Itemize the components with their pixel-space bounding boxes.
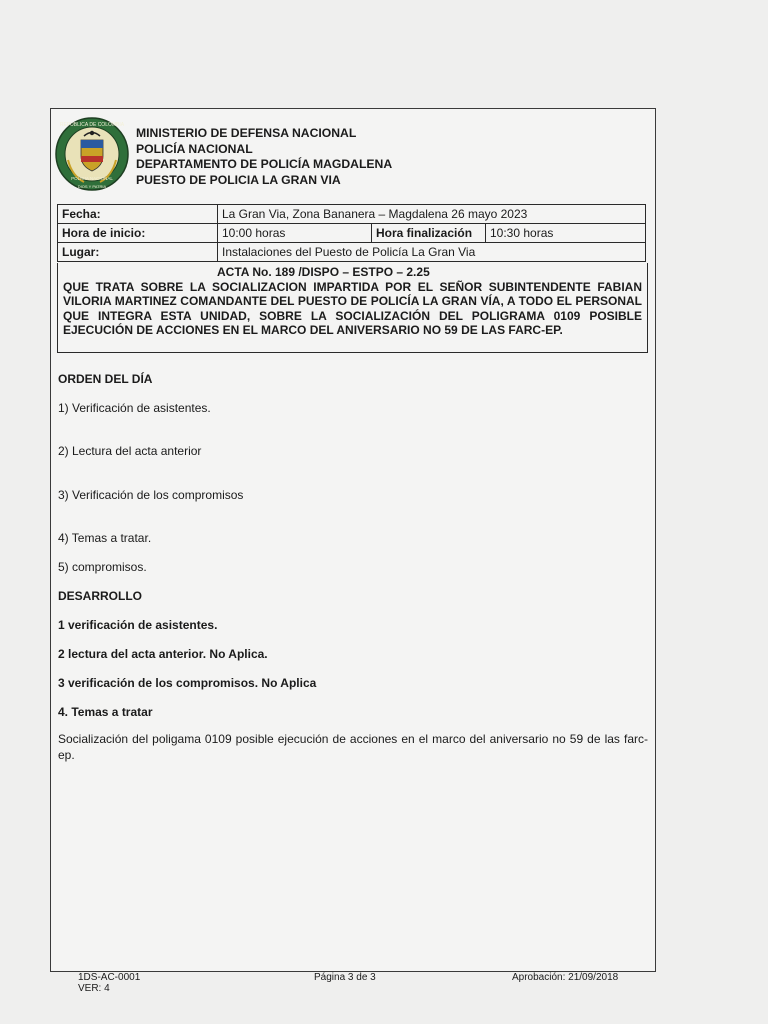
hora-inicio-label: Hora de inicio: [58, 224, 218, 243]
lugar-row [58, 243, 646, 262]
lugar-label: Lugar: [58, 243, 218, 262]
header-line-department: DEPARTAMENTO DE POLICÍA MAGDALENA [136, 157, 393, 171]
desarrollo-item-2: 2 lectura del acta anterior. No Aplica. [58, 647, 268, 661]
footer-page-number: Página 3 de 3 [314, 972, 376, 983]
acta-title: QUE TRATA SOBRE LA SOCIALIZACION IMPARTIDA POR EL SEÑOR SUBINTENDENTE FABIAN VILORIA MARTINEZ COMANDANTE DEL PUESTO DE POLICÍA LA GRAN VÍA, A TODO EL PERSONAL QUE INTEGRA ESTA UNIDAD, SOBRE LA SOCIALIZACIÓN DEL POLIGRAMA 0109 POSIBLE EJECUCIÓN DE ACCIONES EN EL MARCO DEL ANIVERSARIO NO 59 DE LAS FARC-EP. [63, 279, 642, 338]
orden-item-1: 1) Verificación de asistentes. [58, 401, 211, 415]
orden-item-3: 3) Verificación de los compromisos [58, 488, 244, 502]
hora-fin-value: 10:30 horas [486, 224, 646, 243]
desarrollo-item-4: 4. Temas a tratar [58, 705, 153, 719]
fecha-value: La Gran Via, Zona Bananera – Magdalena 26 mayo 2023 [218, 205, 646, 224]
desarrollo-heading: DESARROLLO [58, 589, 142, 603]
orden-item-5: 5) compromisos. [58, 560, 147, 574]
acta-box [57, 263, 648, 353]
fecha-label: Fecha: [58, 205, 218, 224]
footer-code: 1DS-AC-0001 [78, 972, 141, 983]
orden-item-4: 4) Temas a tratar. [58, 531, 152, 545]
header-line-ministry: MINISTERIO DE DEFENSA NACIONAL [136, 126, 357, 140]
police-seal-logo [54, 116, 130, 192]
lugar-value: Instalaciones del Puesto de Policía La Gran Via [218, 243, 646, 262]
meeting-info-table [57, 204, 646, 262]
header-line-police: POLICÍA NACIONAL [136, 141, 253, 156]
seal-motto: DIOS Y PATRIA [77, 184, 107, 189]
seal-text-top: REPUBLICA DE COLOMBIA [59, 122, 125, 128]
hora-row [58, 224, 646, 243]
footer-approval-date: Aprobación: 21/09/2018 [512, 972, 619, 983]
desarrollo-item-3: 3 verificación de los compromisos. No Aplica [58, 676, 317, 690]
fecha-row [58, 205, 646, 224]
desarrollo-item-1: 1 verificación de asistentes. [58, 618, 218, 632]
footer-version: VER: 4 [78, 983, 110, 994]
seal-text-bottom: POLICIA NACIONAL [71, 176, 113, 181]
desarrollo-paragraph: Socialización del poligama 0109 posible ejecución de acciones en el marco del aniversario no 59 de las farc-ep. [58, 732, 648, 762]
acta-number: ACTA No. 189 /DISPO – ESTPO – 2.25 [217, 265, 430, 279]
institution-header [136, 126, 392, 188]
hora-fin-label: Hora finalización [372, 224, 486, 243]
orden-item-2: 2) Lectura del acta anterior [58, 444, 202, 458]
header-line-station: PUESTO DE POLICIA LA GRAN VIA [136, 172, 341, 187]
hora-inicio-value: 10:00 horas [218, 224, 372, 243]
orden-heading: ORDEN DEL DÍA [58, 372, 153, 386]
